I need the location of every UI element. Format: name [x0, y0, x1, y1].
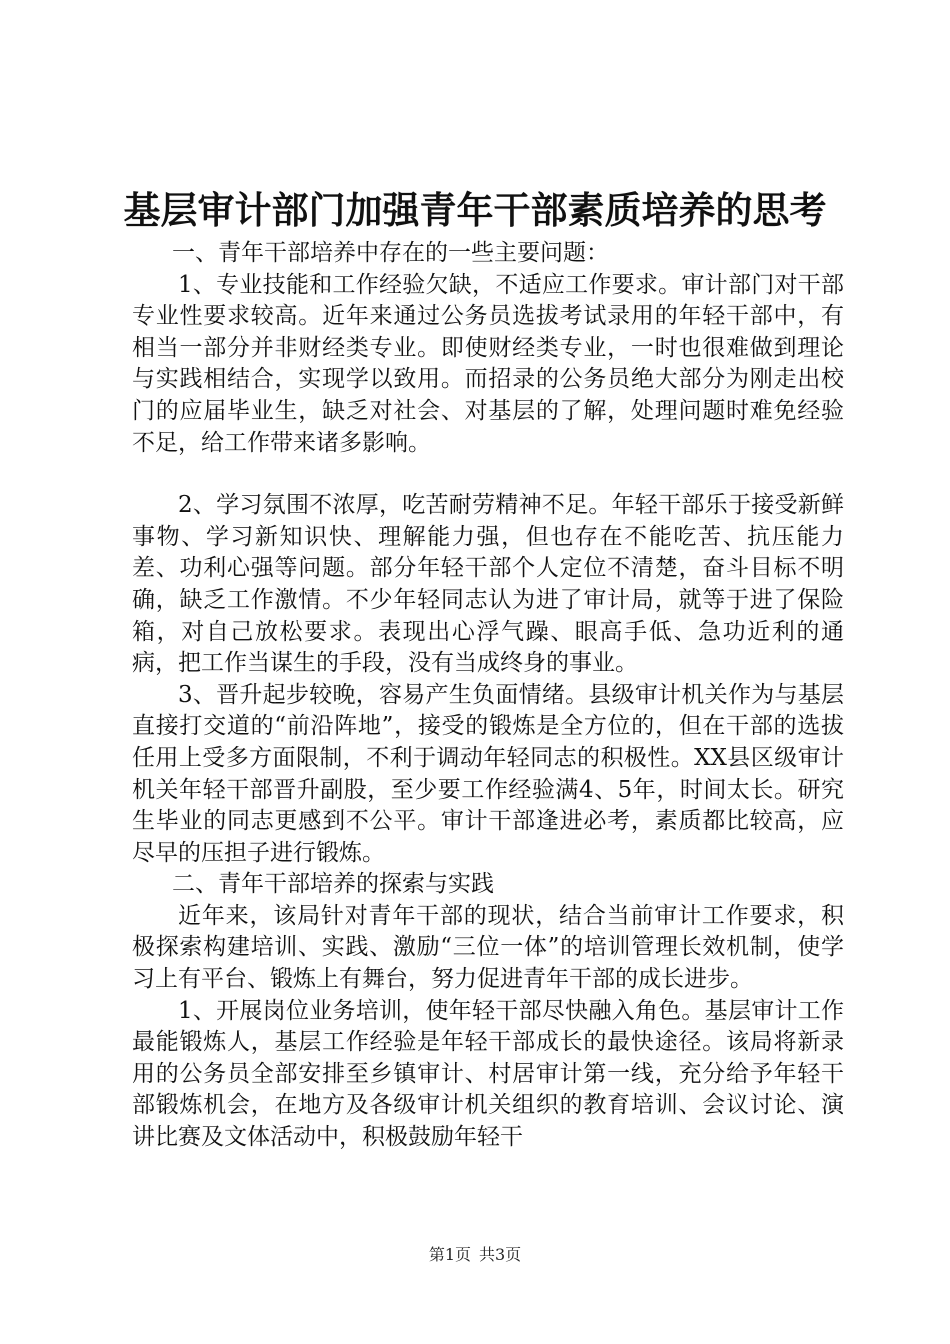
document-title: 基层审计部门加强青年干部素质培养的思考 — [123, 188, 827, 232]
document-body — [132, 238, 844, 1154]
paragraph-3: 3、晋升起步较晚，容易产生负面情绪。县级审计机关作为与基层直接打交道的“前沿阵地”，接受的锻炼是全方位的，但在干部的选拔任用上受多方面限制，不利于调动年轻同志的积极性。XX县区级审计机关年轻干部晋升副股，至少要工作经验满4、5年，时间太长。研究生毕业的同志更感到不公平。审计干部逢进必考，素质都比较高，应尽早的压担子进行锻炼。 — [132, 681, 844, 866]
paragraph-2: 2、学习氛围不浓厚，吃苦耐劳精神不足。年轻干部乐于接受新鲜事物、学习新知识快、理解能力强，但也存在不能吃苦、抗压能力差、功利心强等问题。部分年轻干部个人定位不清楚，奋斗目标不明确，缺乏工作激情。不少年轻同志认为进了审计局，就等于进了保险箱，对自己放松要求。表现出心浮气躁、眼高手低、急功近利的通病，把工作当谋生的手段，没有当成终身的事业。 — [132, 492, 844, 677]
page-number: 第1页 — [428, 1245, 471, 1264]
paragraph-4: 近年来，该局针对青年干部的现状，结合当前审计工作要求，积极探索构建培训、实践、激励“三位一体”的培训管理长效机制，使学习上有平台、锻炼上有舞台，努力促进青年干部的成长进步。 — [132, 902, 844, 993]
section-heading-1: 一、青年干部培养中存在的一些主要问题： — [172, 240, 609, 266]
paragraph-5: 1、开展岗位业务培训，使年轻干部尽快融入角色。基层审计工作最能锻炼人，基层工作经验是年轻干部成长的最快途径。该局将新录用的公务员全部安排至乡镇审计、村居审计第一线，充分给予年轻干部锻炼机会，在地方及各级审计机关组织的教育培训、会议讨论、演讲比赛及文体活动中，积极鼓励年轻干 — [132, 997, 844, 1151]
page-footer — [0, 1245, 950, 1265]
page-total: 共3页 — [479, 1245, 522, 1264]
paragraph-gap — [132, 459, 844, 490]
paragraph-1: 1、专业技能和工作经验欠缺，不适应工作要求。审计部门对干部专业性要求较高。近年来通过公务员选拔考试录用的年轻干部中，有相当一部分并非财经类专业。即使财经类专业，一时也很难做到理论与实践相结合，实现学以致用。而招录的公务员绝大部分为刚走出校门的应届毕业生，缺乏对社会、对基层的了解，处理问题时难免经验不足，给工作带来诸多影响。 — [132, 271, 844, 456]
section-heading-2: 二、青年干部培养的探索与实践 — [172, 871, 494, 898]
